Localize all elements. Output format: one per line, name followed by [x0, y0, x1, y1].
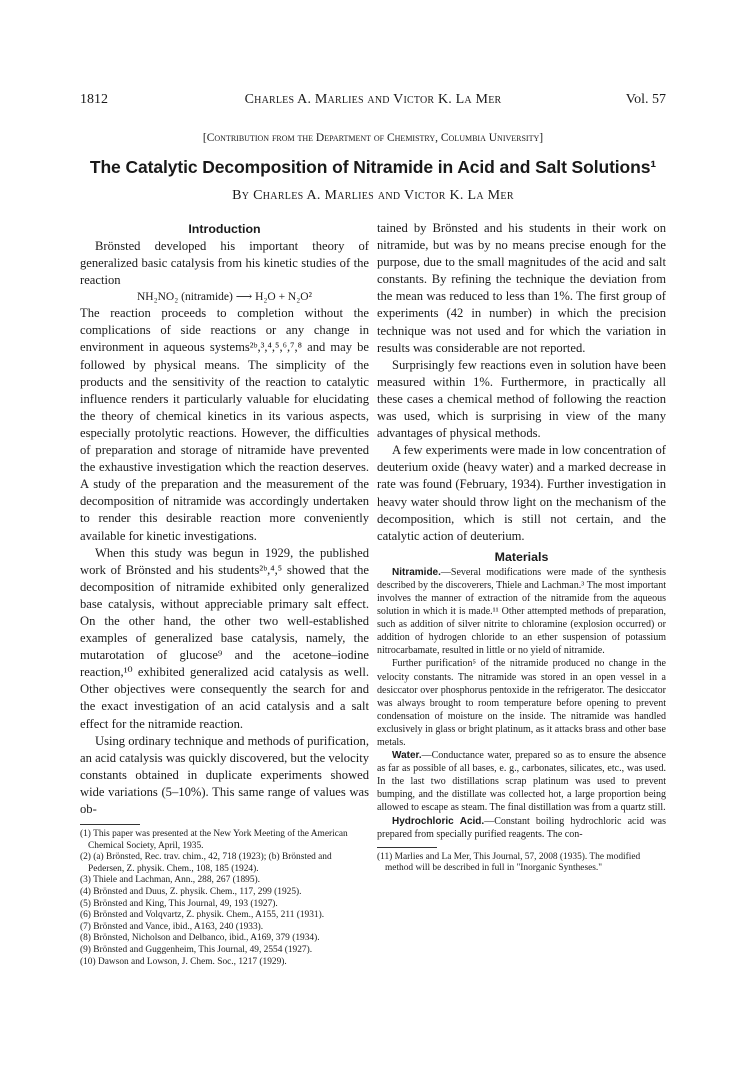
running-header: [80, 92, 666, 112]
footnote: (8) Brönsted, Nicholson and Delbanco, ibid., A169, 379 (1934).: [80, 933, 320, 944]
hcl-runhead: Hydrochloric Acid.: [392, 815, 485, 827]
footnote: (3) Thiele and Lachman, Ann., 288, 267 (1895).: [80, 875, 260, 886]
water-paragraph: [377, 749, 666, 814]
materials-heading: Materials: [494, 549, 549, 564]
intro-paragraph-6: Surprisingly few reactions even in solution have been measured within 1%. Furthermore, in practically all these cases a chemical method of following the reaction was used, which is surprising in view of the many advantages of physical methods.: [377, 357, 666, 441]
intro-paragraph-2: The reaction proceeds to completion without the complications of side reactions or any change in environment in aqueous systems²ᵇ,³,⁴,⁵,⁶,⁷,⁸ and may be followed by physical means. The simplicity of the products and the sensitivity of the reaction to catalytic influence renders it particularly valuable for elucidating the theory of chemical kinetics in its various aspects, especially protolytic reactions. However, the difficulties of preparation and storage of nitramide have prevented the exhaustive investigation which the reaction deserves. A study of the preparation and the measurement of the decomposition of nitramide was accordingly undertaken to render this desirable reaction more conveniently available for kinetic investigations.: [80, 306, 369, 543]
footnote: (1) This paper was presented at the New York Meeting of the American Chemical Society, April, 1935.: [80, 829, 348, 851]
footnote: (2) (a) Brönsted, Rec. trav. chim., 42, 718 (1923); (b) Brönsted and Pedersen, Z. physik. Chem., 108, 185 (1924).: [80, 852, 332, 874]
footnote: (5) Brönsted and King, This Journal, 49, 193 (1927).: [80, 898, 278, 909]
volume-label: Vol. 57: [625, 92, 666, 107]
article-title: The Catalytic Decomposition of Nitramide in Acid and Salt Solutions¹: [89, 157, 657, 177]
footnotes-left: [80, 829, 369, 968]
nitramide-text: —Several modifications were made of the synthesis described by the discoverers, Thiele and Lachman.³ The most important involves the manner of extraction of the nitramide from the aqueous solution in which it is made.¹¹ Other attempted methods of preparation, such as addition of silver nitrite to chloramine (explosion occurred) or addition of hydrogen chloride to an ether suspension of potassium nitrocarbamate, resulted in little or no yield of nitramide.: [377, 566, 666, 657]
footnote: (9) Brönsted and Guggenheim, This Journal, 49, 2554 (1927).: [80, 945, 313, 956]
hcl-paragraph: [377, 815, 666, 841]
running-title: Charles A. Marlies and Victor K. La Mer: [244, 92, 502, 107]
page-number: 1812: [80, 92, 108, 107]
intro-paragraph-5: tained by Brönsted and his students in their work on nitramide, but was by no means precise enough for the purpose, due to the small magnitudes of the acid and salt constants. By refining the technique the deviation from the mean was reduced to less than 1%. The first group of experiments (42 in number) in which the precision technique was not used and for which the variation in results was considerable are not reported.: [377, 221, 666, 355]
intro-paragraph-4: Using ordinary technique and methods of purification, an acid catalysis was quickly discovered, but the velocity constants obtained in duplicate experiments showed wide variations (5–10%). This same range of values was ob-: [80, 733, 369, 816]
water-text: —Conductance water, prepared so as to ensure the absence as far as possible of all bases, e. g., carbonates, silicates, etc., was used. In the last two distillations scrap platinum was used to prevent bumping, and the distillate was collected hot, a large proportion being allowed to escape as steam. The final distillation was from a quartz still.: [377, 750, 666, 814]
footnote: (11) Marlies and La Mer, This Journal, 57, 2008 (1935). The modified method will be described in full in "Inorganic Syntheses.": [377, 851, 641, 874]
footnote: (4) Brönsted and Duus, Z. physik. Chem., 117, 299 (1925).: [80, 887, 302, 898]
footnotes-right: [377, 852, 666, 875]
footnote: (10) Dawson and Lowson, J. Chem. Soc., 1217 (1929).: [80, 956, 287, 967]
right-column: [377, 220, 666, 875]
intro-paragraph-3: When this study was begun in 1929, the published work of Brönsted and his students²ᵇ,⁴,⁵ showed that the decomposition of nitramide exhibited only generalized base catalysis, without appreciable primary salt effect. On the other hand, the other two well-established examples of generalized base catalysis, namely, the mutarotation of glucose⁹ and the acetone–iodine reaction,¹⁰ exhibited generalized acid catalysis as well. Other objectives were consequently the search for and the exact investigation of an acid catalysis and a salt effect for the nitramide reaction.: [80, 545, 369, 731]
nitramide-runhead: Nitramide.: [392, 566, 441, 578]
contribution-line: [Contribution from the Department of Chemistry, Columbia University]: [202, 132, 544, 144]
left-column: [80, 220, 369, 968]
hcl-text: —Constant boiling hydrochloric acid was prepared from specially purified reagents. The con-: [377, 815, 666, 840]
water-runhead: Water.: [392, 750, 422, 762]
footnote: (7) Brönsted and Vance, ibid., A163, 240 (1933).: [80, 921, 264, 932]
intro-paragraph-1: Brönsted developed his important theory of generalized basic catalysis from his kinetic studies of the reaction: [80, 239, 369, 288]
footnote: (6) Brönsted and Volqvartz, Z. physik. Chem., A155, 211 (1931).: [80, 910, 325, 921]
reaction-equation: NH₂NO₂ (nitramide) ⟶ H₂O + N₂O²: [137, 291, 312, 304]
purification-paragraph: Further purification⁵ of the nitramide produced no change in the velocity constants. The nitramide was stored in an open vessel in a desiccator over phosphorus pentoxide in the refrigerator. The desiccator was always brought to room temperature before opening to prevent condensation of moisture on the inside. The nitramide was handled exclusively in glass or bright platinum, as it attacks brass and other base metals.: [377, 658, 666, 748]
intro-paragraph-7: A few experiments were made in low concentration of deuterium oxide (heavy water) and a marked decrease in rate was found (February, 1934). Further investigation in heavy water should throw light on the mechanism of the decomposition, which is still not certain, and the catalytic action of deuterium.: [377, 443, 666, 543]
footnote-rule: [377, 847, 437, 848]
introduction-heading: Introduction: [188, 222, 261, 236]
nitramide-paragraph: [377, 566, 666, 658]
footnote-rule: [80, 824, 140, 825]
author-line: By Charles A. Marlies and Victor K. La Mer: [232, 188, 514, 203]
